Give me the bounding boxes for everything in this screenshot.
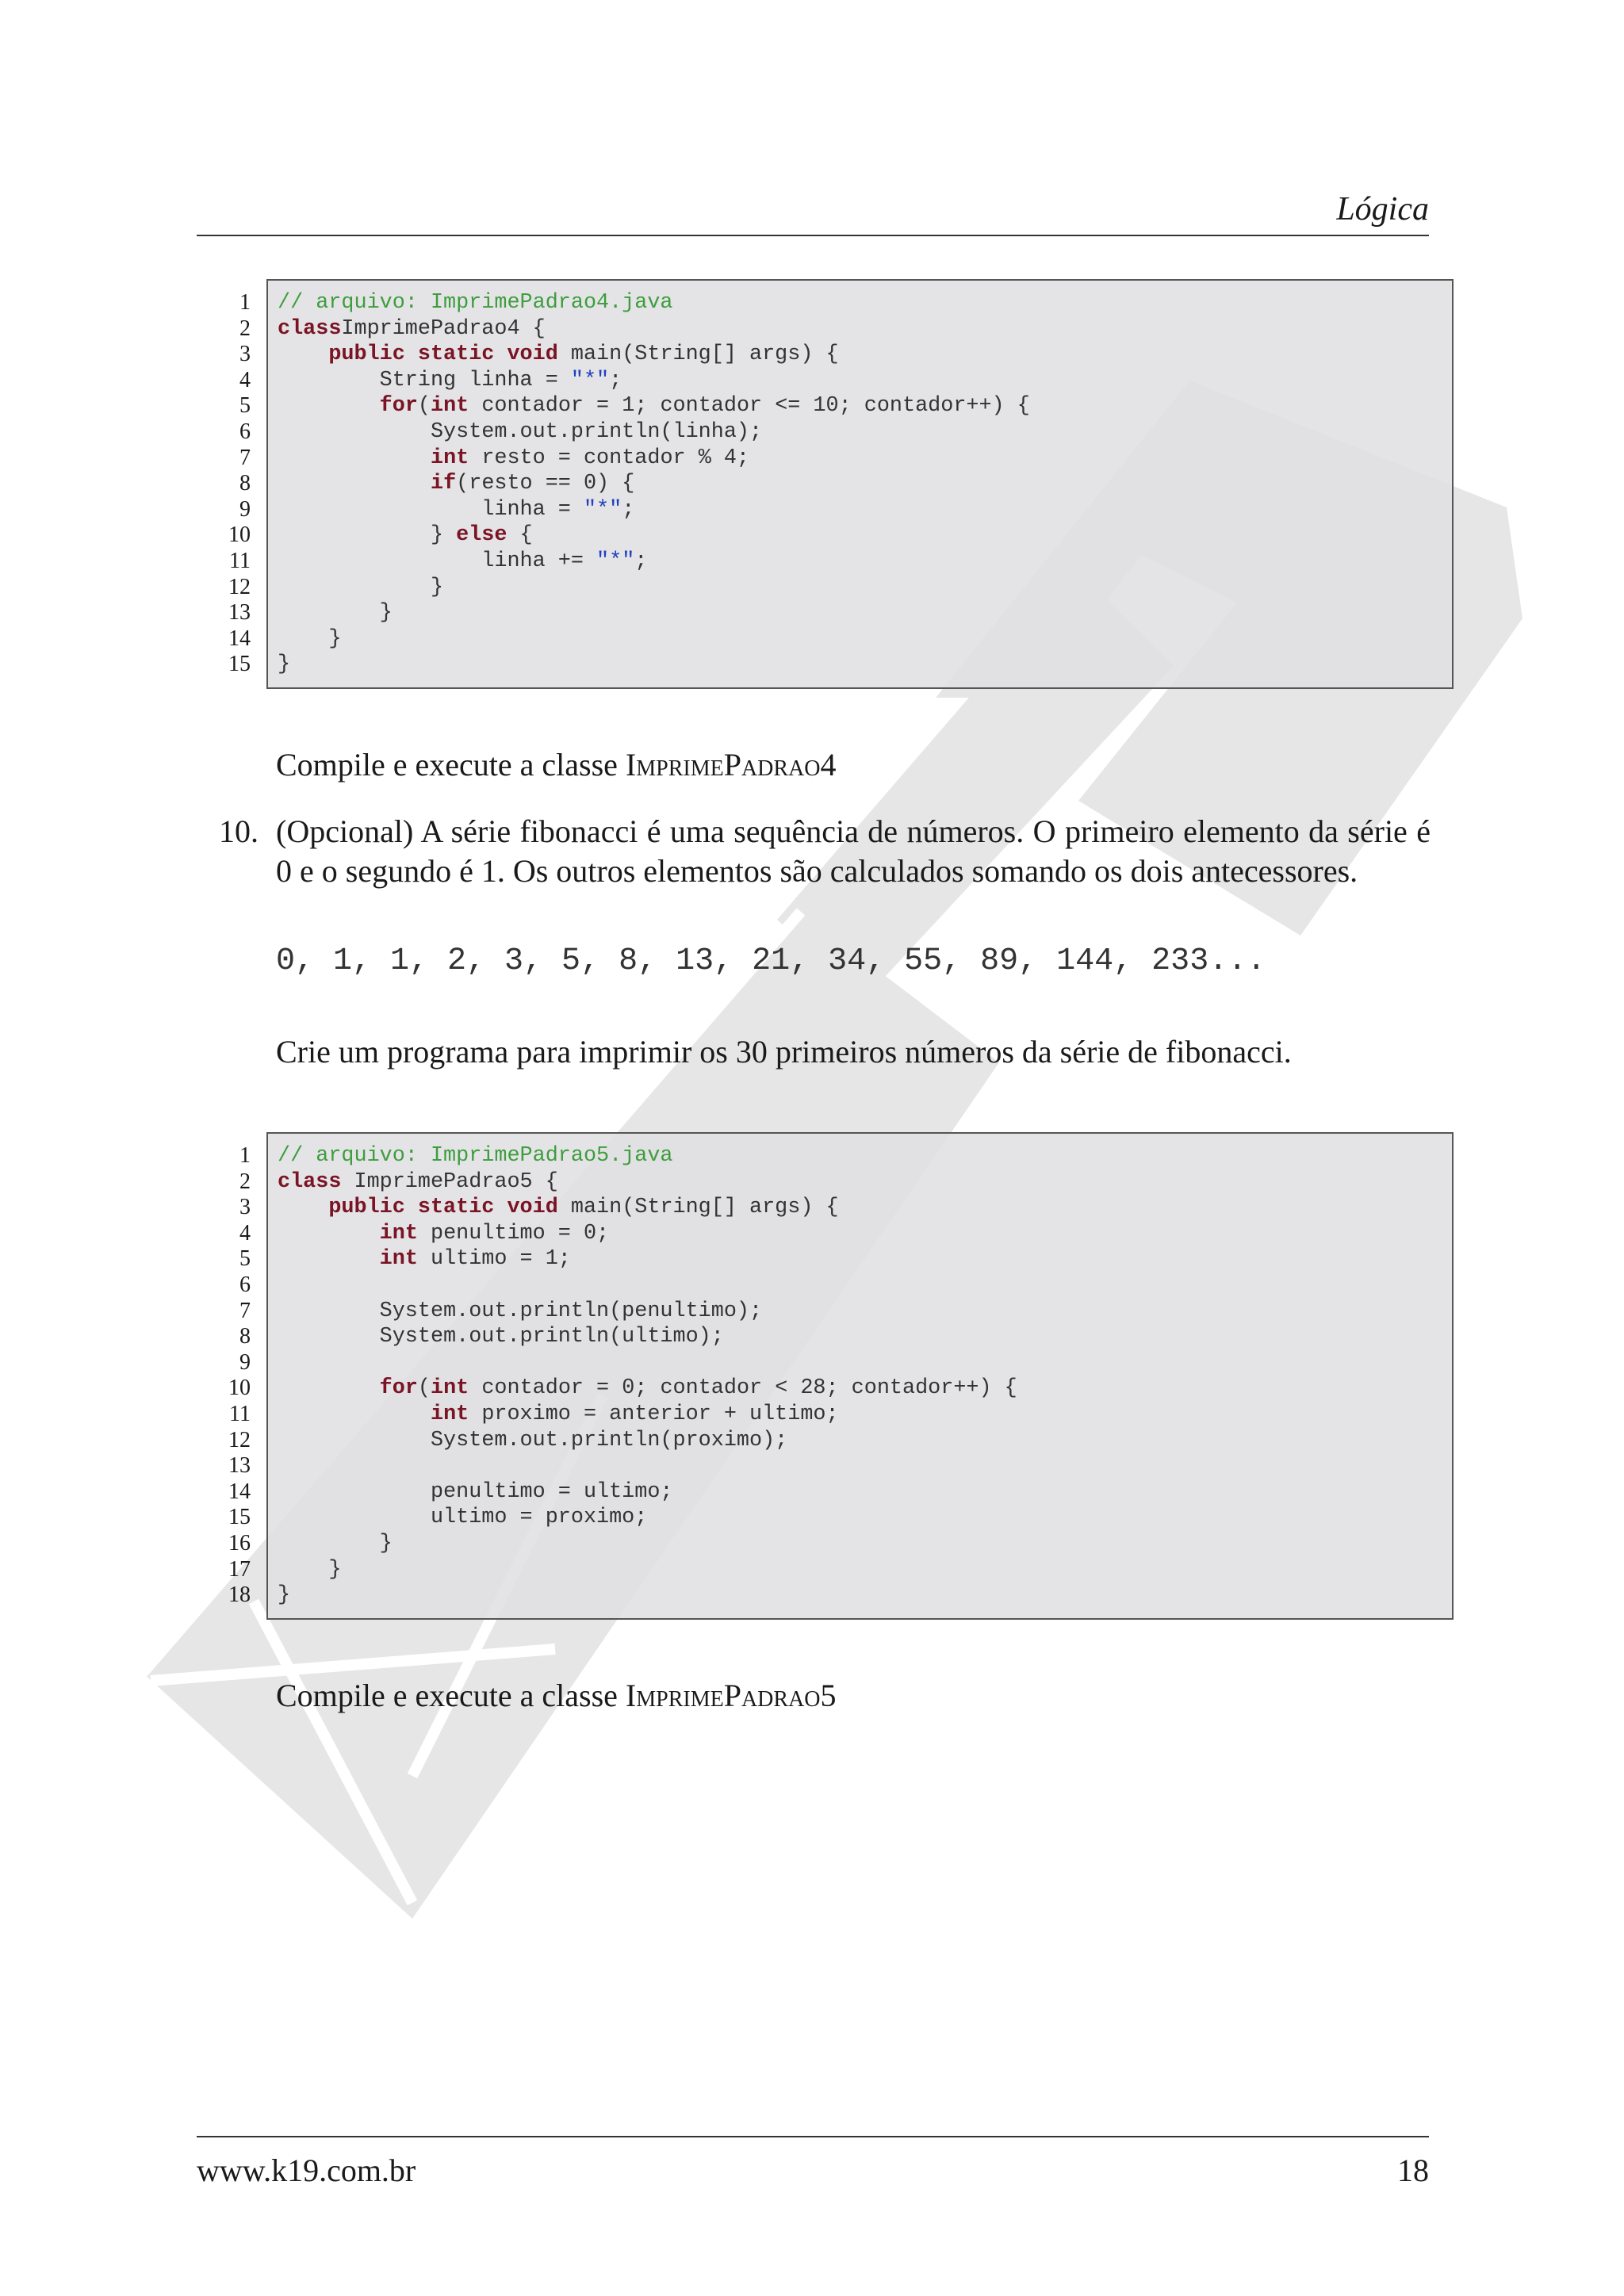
footer-url: www.k19.com.br [197,2152,416,2188]
code-line [278,1195,1452,1221]
code-token: "*" [596,549,635,573]
code-line [278,471,1452,497]
code-token: } [278,1531,393,1556]
code-line [278,316,1452,342]
class-name: ImprimePadrao5 [625,1678,837,1713]
code-token [278,1196,328,1219]
code-token: ultimo = proximo; [278,1506,648,1530]
code-token: } [278,626,342,651]
code-token: else [456,523,508,548]
line-number: 3 [239,342,251,367]
code-token: "*" [583,497,622,522]
code-token: main(String[] args) { [557,1196,839,1220]
code-token: int [379,1221,418,1246]
compile-instruction-1 [276,745,837,785]
code-line [278,1505,1452,1531]
code-token [278,472,431,496]
code-token: { [507,523,533,548]
code-token: int [430,446,469,470]
code-token: resto = contador % 4; [469,446,750,470]
line-number: 4 [239,1220,251,1246]
line-number: 9 [239,1349,251,1375]
code-line [278,368,1452,394]
code-token: // arquivo: ImprimePadrao4.java [278,291,673,315]
code-token: ( [417,394,431,419]
line-number: 13 [228,1453,251,1479]
code-token: ImprimePadrao5 { [341,1169,558,1194]
code-token: penultimo = 0; [417,1221,610,1246]
compile-prefix: Compile e execute a classe [276,1678,626,1713]
code-line [278,1143,1452,1169]
code-line [278,393,1452,419]
code-token: for [379,394,418,419]
line-numbers [197,1143,251,1609]
code-token [278,1402,431,1426]
code-token: int [430,1402,469,1426]
code-token: (resto == 0) { [456,472,635,496]
program-instruction: Crie um programa para imprimir os 30 primeiros números da série de fibonacci. [276,1034,1292,1070]
code-token [278,1222,380,1246]
code-line [278,1531,1452,1557]
code-box [266,1132,1454,1620]
line-number: 15 [228,652,251,677]
code-line [278,522,1452,549]
page-header [197,184,1429,236]
line-number: 6 [239,419,251,444]
line-number: 14 [228,1479,251,1504]
item-text: (Opcional) A série fibonacci é uma sequência de números. O primeiro elemento da série é 0 e o segundo é 1. Os outros elementos são calculados somando os dois antecessores. [276,813,1431,889]
code-line [278,626,1452,652]
code-token: class [278,316,342,341]
code-line [278,446,1452,472]
code-line [278,652,1452,678]
line-number: 18 [228,1582,251,1608]
code-token: linha += [278,549,597,573]
code-token: } [278,652,291,677]
code-line [278,575,1452,601]
line-number: 8 [239,1324,251,1349]
code-token: int [379,1247,418,1272]
code-line [278,1169,1452,1196]
code-line [278,342,1452,368]
line-number: 7 [239,1298,251,1323]
code-text [268,1134,1452,1618]
code-line [278,600,1452,626]
code-text [268,281,1452,687]
compile-instruction-2 [276,1676,837,1716]
code-line [278,419,1452,446]
code-line [278,1272,1452,1299]
code-token: ( [417,1376,431,1401]
code-token: public static void [328,342,558,367]
line-number: 9 [239,496,251,522]
code-token: ultimo = 1; [417,1247,571,1272]
code-token [278,1247,380,1271]
line-number: 16 [228,1530,251,1556]
code-token: } [278,601,393,626]
code-token: for [379,1376,418,1401]
code-token [278,1376,380,1400]
code-token: } [278,575,444,599]
class-name: ImprimePadrao4 [625,747,837,783]
code-token: System.out.println(penultimo); [278,1299,763,1323]
line-number: 11 [229,1401,251,1426]
line-number: 2 [239,1169,251,1194]
code-token: } [278,1557,342,1582]
code-line [278,1479,1452,1506]
line-number: 11 [229,548,251,573]
line-number: 12 [228,1427,251,1452]
line-number: 4 [239,367,251,392]
line-number: 12 [228,574,251,599]
fibonacci-sequence: 0, 1, 1, 2, 3, 5, 8, 13, 21, 34, 55, 89, 144, 233... [276,943,1266,979]
code-line [278,1453,1452,1479]
code-line [278,290,1452,316]
code-token [278,394,380,418]
code-token: public static void [328,1196,558,1220]
code-token: System.out.println(linha); [278,419,763,444]
code-token: String linha = [278,368,571,392]
code-token: ; [609,368,622,392]
line-number: 5 [239,1246,251,1272]
code-token: main(String[] args) { [557,342,839,367]
code-token: int [431,1376,469,1401]
item-number: 10. [219,813,259,849]
code-token: contador = 1; contador <= 10; contador++) { [469,394,1030,419]
line-number: 17 [228,1556,251,1582]
code-line [278,1246,1452,1272]
line-number: 13 [228,600,251,626]
code-line [278,549,1452,575]
code-token: class [278,1169,342,1194]
code-token: System.out.println(proximo); [278,1428,788,1452]
code-line [278,1221,1452,1247]
code-token: } [278,523,457,548]
code-line [278,1582,1452,1609]
code-line [278,1376,1452,1402]
line-number: 15 [228,1505,251,1530]
code-box [266,279,1454,689]
code-token: // arquivo: ImprimePadrao5.java [278,1144,673,1168]
code-token: proximo = anterior + ultimo; [469,1402,839,1426]
line-number: 7 [239,445,251,470]
code-token: penultimo = ultimo; [278,1479,673,1504]
compile-prefix: Compile e execute a classe [276,747,626,783]
code-token: contador = 0; contador < 28; contador++) { [469,1376,1017,1401]
code-line [278,1350,1452,1376]
line-number: 3 [239,1195,251,1220]
code-token: } [278,1583,291,1608]
code-line [278,1557,1452,1583]
line-number: 2 [239,316,251,341]
header-title: Lógica [1336,191,1429,228]
code-line [278,1402,1452,1428]
line-number: 6 [239,1272,251,1297]
code-line [278,1324,1452,1350]
code-token: "*" [570,368,610,392]
line-number: 5 [239,393,251,419]
page-number: 18 [1397,2152,1429,2188]
code-token: if [430,472,457,496]
code-line [278,1299,1452,1325]
code-token [278,446,431,470]
code-token: ; [622,497,635,522]
code-token: System.out.println(ultimo); [278,1325,724,1349]
line-numbers [197,290,251,678]
code-line [278,1428,1452,1454]
code-token: ; [634,549,648,573]
line-number: 14 [228,626,251,651]
code-token: linha = [278,497,584,522]
code-token [278,342,328,366]
line-number: 10 [228,1376,251,1401]
code-token: int [431,394,469,419]
line-number: 8 [239,471,251,496]
page-footer [197,2136,1429,2188]
code-token: ImprimePadrao4 { [341,316,546,341]
code-line [278,497,1452,523]
line-number: 10 [228,522,251,548]
line-number: 1 [239,290,251,315]
line-number: 1 [239,1143,251,1168]
